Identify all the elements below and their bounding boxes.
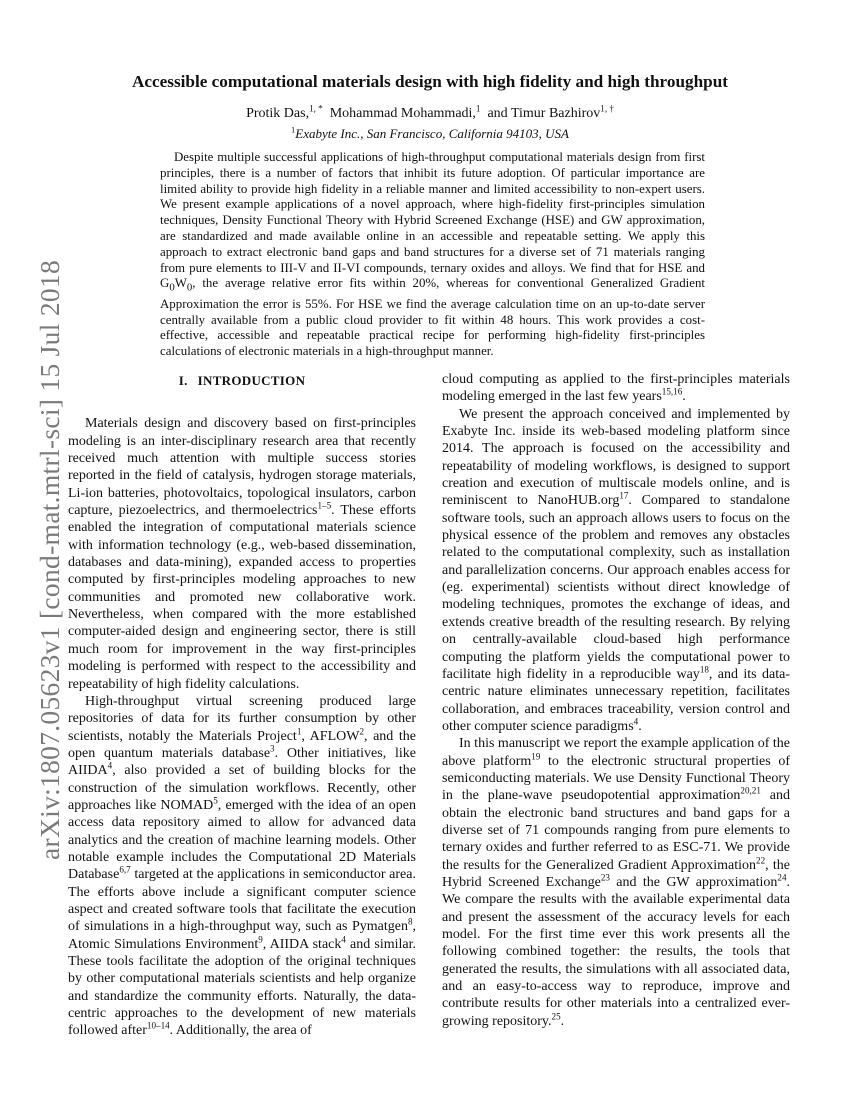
author-affiliation-mark: 1, † [600,103,614,114]
citation: 25 [551,1011,561,1022]
citation: 9 [258,934,263,944]
citation: 10–14 [146,1020,170,1031]
citation: 17 [619,490,629,501]
affiliation-text: Exabyte Inc., San Francisco, California 94103, USA [295,126,569,141]
paper-title: Accessible computational materials design with high fidelity and high throughput [131,72,729,91]
body-paragraph: We present the approach conceived and implemented by Exabyte Inc. inside its web-based modeling platform since 2014. The approach is focused on the accessibility and repeatability of modeling workflows, is designed to support creation and execution of multiscale models online, and is reminiscent to NanoHUB.org$^{17}$. Compared to standalone software tools, such an approach allows users to focus on the physical essence of the problem and removes any obstacles related to the computational complexity, such as installation and parallelization concerns. Our approach enables access for (eg. experimental) scientists without direct knowledge of modeling techniques, promotes the exchange of ideas, and extends creative breadth of the resulting research. By relying on centrally-available cloud-based high performance computing the platform yields the computational power to facilitate high fidelity in a reproducible way$^{18}$, and its data-centric nature eliminates unnecessary repetition, facilitates collaboration, and embraces traceability, version control and other computer science paradigms$^4$. [442,406,790,734]
right-column [442,371,790,1030]
citation: 23 [600,872,610,883]
author-affiliation-mark: 1 [475,103,481,114]
abstract [160,150,705,360]
body-paragraph: cloud computing as applied to the first-principles materials modeling emerged in the last few years$^{15,16}$. [442,372,790,405]
author-name: Timur Bazhirov [510,106,601,121]
citation: 6,7 [119,864,131,875]
citation: 19 [531,750,541,761]
citation: 4 [633,716,639,727]
citation: 15,16 [661,386,683,397]
section-heading [68,372,416,389]
section-title: INTRODUCTION [197,373,306,388]
citation: 1 [296,725,302,736]
citation: 20,21 [740,785,761,796]
author-name: Protik Das, [246,106,310,121]
body-paragraph: Materials design and discovery based on first-principles modeling is an inter-disciplinary research area that recently received much attention with multiple success stories reported in the field of catalysis, hydrogen storage materials, Li-ion batteries, photovoltaics, topological insulators, carbon capture, piezoelectrics, and thermoelectrics$^{1-5}$. These efforts enabled the integration of computational materials science with information technology (e.g., web-based dissemination, databases and data-mining), expanded access to properties computed by first-principles modeling approaches to new communities and promoted new collaborative work. Nevertheless, when compared with the more established computer-aided design and engineering sector, there is still much room for improvement in the way first-principles modeling is performed with respect to the accessibility and repeatability of high fidelity calculations. [68,416,416,692]
citation: 18 [699,664,709,675]
arxiv-sidebar [14,200,65,860]
citation: 8 [407,916,413,927]
author-list [75,103,785,122]
left-column [68,372,416,1040]
affiliation [75,126,785,142]
body-paragraph: High-throughput virtual screening produced large repositories of data for its further consumption by other scientists, notably the Materials Project$^1$, AFLOW$^2$, and the open quantum materials database$^3$. Other initiatives, like AIIDA$^4$, also provided a set of building blocks for the construction of the simulation workflows. Recently, other approaches like NOMAD$^5$, emerged with the idea of an open access data repository aimed to allow for advanced data analytics and the creation of machine learning models. Other notable example includes the Computational 2D Materials Database$^{6,7}$ targeted at the applications in semiconductor area. The efforts above include a significant computer science aspect and created software tools that facilitate the execution of simulations in a high-throughput way, such as Pymatgen$^8$, Atomic Simulations Environment$^9$, AIIDA stack$^4$ and similar. These tools facilitate the adoption of the original techniques by other computational materials scientists and help organize and standardize the community efforts. Naturally, the data-centric approaches to the development of new materials followed after$^{10-14}$. Additionally, the area of [68,693,416,1039]
citation: 5 [213,795,218,806]
citation: 2 [359,725,364,736]
affiliation-mark: 1 [291,124,296,135]
abstract-paragraph: Despite multiple successful applications of high-throughput computational materials design from first principles, there is a number of factors that inhibit its future adoption. Of particular importance are limited ability to provide high fidelity in a reliable manner and limited accessibility to non-expert users. We present example applications of a novel approach, where high-fidelity first-principles simulation techniques, Density Functional Theory with Hybrid Screened Exchange (HSE) and GW approximation, are standardized and made available online in an accessible and repeatable setting. We apply this approach to extract electronic band gaps and band structures for a diverse set of 71 materials ranging from pure elements to III-V and II-VI compounds, ternary oxides and alloys. We find that for HSE and $G_0W_0$, the average relative error fits within 20%, whereas for conventional Generalized Gradient Approximation the error is 55%. For HSE we find the average calculation time on an up-to-date server centrally available from a public cloud provider to fit within 48 hours. This work provides a cost-effective, accessible and repeatable practical recipe for performing high-fidelity first-principles calculations of electronic materials in a high-throughput manner. [160,150,705,359]
body-paragraph: In this manuscript we report the example application of the above platform$^{19}$ to the electronic structural properties of semiconducting materials. We use Density Functional Theory in the plane-wave pseudopotential approximation$^{20,21}$ and obtain the electronic band structures and band gaps for a diverse set of 71 compounds ranging from pure elements to ternary oxides and further referred to as ESC-71. We provide the results for the Generalized Gradient Approximation$^{22}$, the Hybrid Screened Exchange$^{23}$ and the GW approximation$^{24}$. We compare the results with the available experimental data and present the assessment of the accuracy levels for each model. For the first time ever this work presents all the following combined together: the results, the tools that generated the results, the simulations with all associated data, and an easy-to-access way to reproduce, improve and contribute results for other materials into a centralized ever-growing repository.$^{25}$. [442,736,791,1029]
author-name: Mohammad Mohammadi, [329,106,476,121]
author-conjunction: and [487,106,508,121]
author-affiliation-mark: 1, * [309,103,323,114]
arxiv-identifier: arXiv:1807.05623v1 [cond-mat.mtrl-sci] 15 Jul 2018 [34,259,65,860]
citation: 4 [107,760,113,771]
citation: 24 [777,872,787,883]
citation: 4 [341,934,346,944]
citation: 22 [756,854,766,865]
citation: 1–5 [317,500,332,511]
citation: 3 [270,743,275,754]
section-number: I. [178,373,188,388]
